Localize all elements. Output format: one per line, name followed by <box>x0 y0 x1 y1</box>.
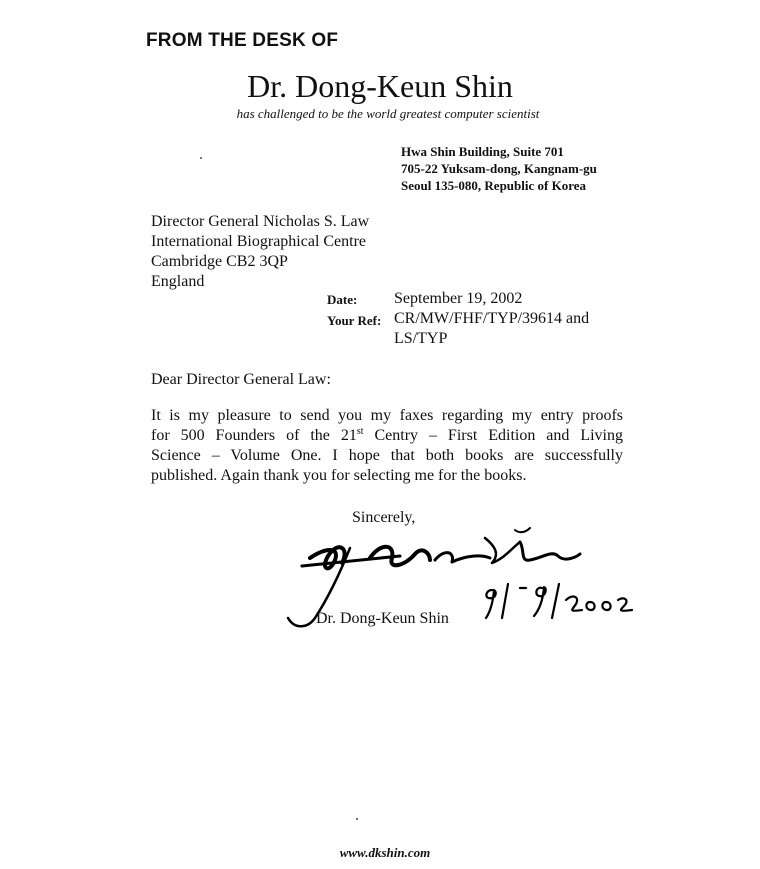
recipient-line: Cambridge CB2 3QP <box>151 253 288 270</box>
recipient-line: England <box>151 273 205 290</box>
recipient-line: International Biographical Centre <box>151 233 367 250</box>
address-line: 705-22 Yuksam-dong, Kangnam-gu <box>401 161 597 176</box>
address-line: Hwa Shin Building, Suite 701 <box>401 144 564 159</box>
body-line: It is my pleasure to send you my faxes regarding my entry proofs <box>151 407 623 424</box>
signer-name: Dr. Dong-Keun Shin <box>316 610 449 627</box>
closing: Sincerely, <box>352 509 416 526</box>
date-value: September 19, 2002 <box>394 290 523 307</box>
sender-address <box>401 143 597 194</box>
body-line: published. Again thank you for selecting me for the books. <box>151 467 527 484</box>
body-line: Science – Volume One. I hope that both books are successfully <box>151 447 623 464</box>
scan-speck <box>200 157 202 159</box>
date-label: Date: <box>327 292 358 307</box>
recipient-line: Director General Nicholas S. Law <box>151 213 370 230</box>
address-line: Seoul 135-080, Republic of Korea <box>401 178 587 193</box>
scan-speck <box>356 818 358 820</box>
ordinal-suffix: st <box>356 426 364 437</box>
body-line: for 500 Founders of the 21st Centry – First Edition and Living <box>151 426 624 444</box>
letter-body <box>151 406 623 486</box>
footer-website: www.dkshin.com <box>339 845 431 860</box>
from-desk-label: FROM THE DESK OF <box>146 30 339 51</box>
reference-value: CR/MW/FHF/TYP/39614 and <box>394 310 590 327</box>
letterhead-tagline: has challenged to be the world greatest computer scientist <box>236 106 540 121</box>
salutation: Dear Director General Law: <box>151 371 331 388</box>
reference-label: Your Ref: <box>327 313 382 328</box>
recipient-block <box>151 212 369 292</box>
letterhead-name: Dr. Dong-Keun Shin <box>247 68 513 104</box>
reference-value-continued: LS/TYP <box>394 330 448 347</box>
